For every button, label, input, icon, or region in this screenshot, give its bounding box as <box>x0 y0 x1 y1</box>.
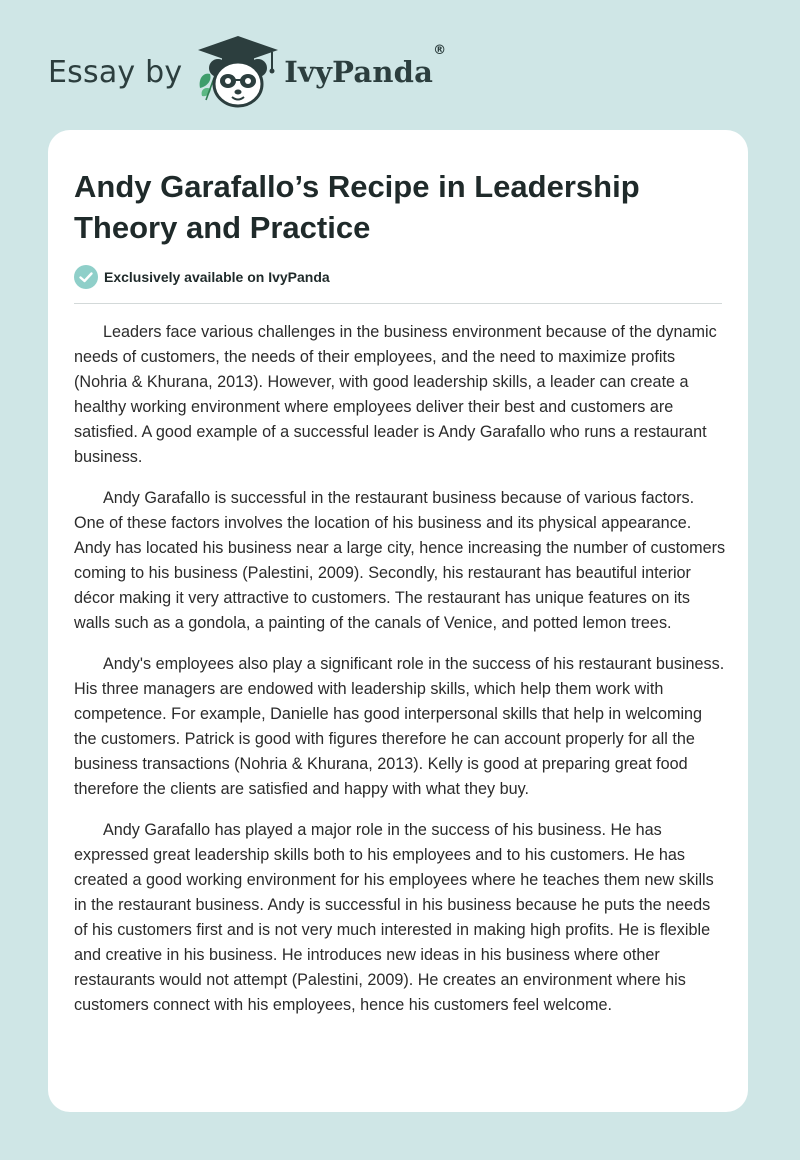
essay-paragraph-4: Andy Garafallo has played a major role in the success of his business. He has expressed great leadership skills both to his employees and to his customers. He has created a good working environment for his employees where he teaches them new skills in the restaurant business. Andy is successful in his business because he puts the needs of his customers first and is not very much interested in making high profits. He is flexible and creative in his business. He introduces new ideas in his business where other restaurants would not attempt (Palestini, 2009). He creates an environment where his customers connect with his employees, hence his customers feel welcome. <box>74 821 714 1014</box>
title-divider <box>74 303 722 304</box>
panda-graduate-logo-icon <box>196 34 280 110</box>
essay-card <box>48 130 748 1112</box>
exclusive-badge <box>74 264 330 290</box>
essay-paragraph-1: Leaders face various challenges in the business environment because of the dynamic needs of customers, the needs of their employees, and the need to maximize profits (Nohria & Khurana, 2013). However, with good leadership skills, a leader can create a healthy working environment where employees deliver their best and customers are satisfied. A good example of a successful leader is Andy Garafallo who runs a restaurant business. <box>74 323 717 466</box>
brand-name: IvyPanda® <box>284 43 447 89</box>
exclusive-badge-label: Exclusively available on IvyPanda <box>104 269 330 285</box>
registered-mark: ® <box>433 43 447 58</box>
essay-title: Andy Garafallo’s Recipe in Leadership Theory and Practice <box>74 169 640 245</box>
essay-body <box>74 320 726 1034</box>
essay-paragraph-3: Andy's employees also play a significant role in the success of his restaurant business. His three managers are endowed with leadership skills, which help them work with competence. For example, Danielle has good interpersonal skills that help in welcoming the customers. Patrick is good with figures therefore he can account properly for all the business transactions (Nohria & Khurana, 2013). Kelly is good at preparing great food therefore the clients are satisfied and happy with what they buy. <box>74 655 725 798</box>
site-header-brand[interactable] <box>48 34 446 110</box>
check-circle-icon <box>74 265 98 289</box>
brand-prefix: Essay by <box>48 54 183 90</box>
essay-paragraph-2: Andy Garafallo is successful in the restaurant business because of various factors. One of these factors involves the location of his business and its physical appearance. Andy has located his business near a large city, hence increasing the number of customers coming to his business (Palestini, 2009). Secondly, his restaurant has beautiful interior décor making it very attractive to customers. The restaurant has unique features on its walls such as a gondola, a painting of the canals of Venice, and potted lemon trees. <box>74 489 726 632</box>
